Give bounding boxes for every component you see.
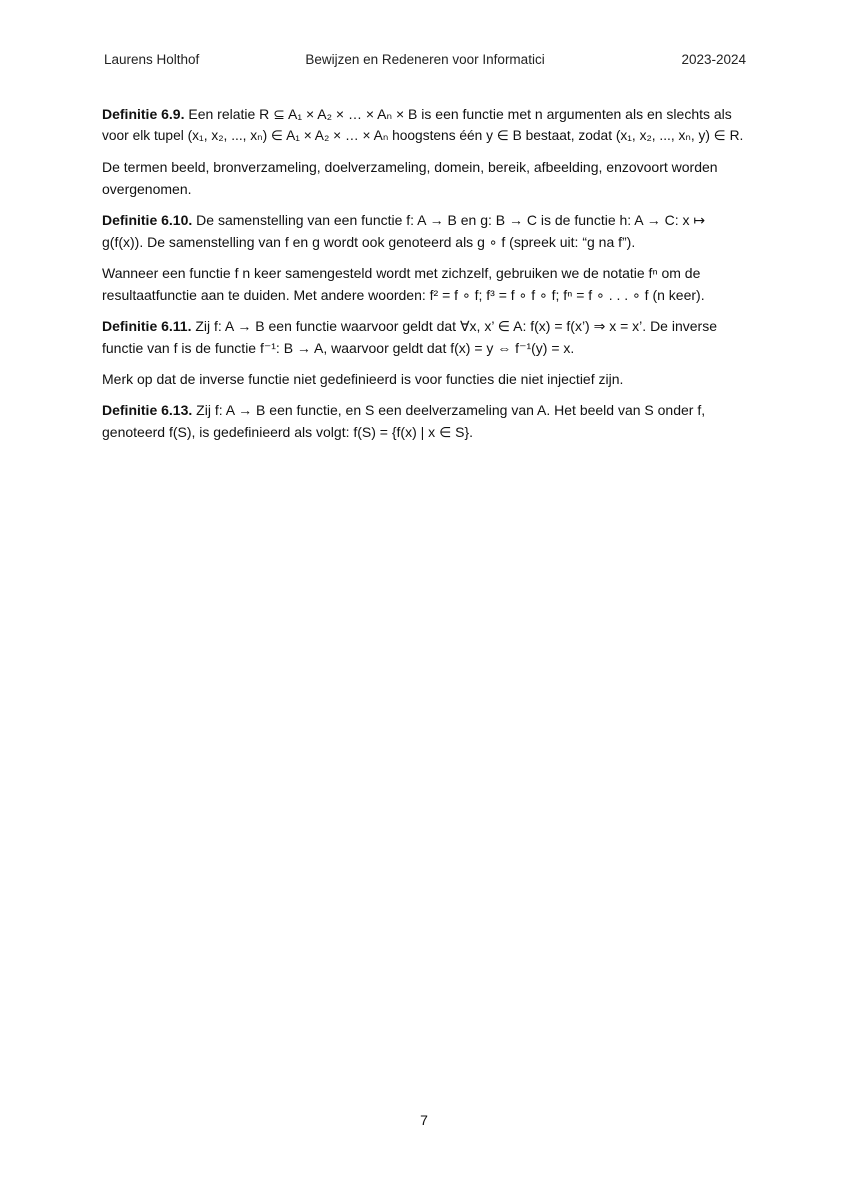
paragraph-line: De termen beeld, bronverzameling, doelverzameling, domein, bereik, afbeelding, enzovoort worden: [102, 159, 718, 175]
paragraph-line: Zij f: A → B een functie waarvoor geldt dat ∀x, x’ ∈ A: f(x) = f(x’) ⇒ x = x’. De inverse: [191, 318, 717, 334]
page-header: [104, 52, 746, 72]
paragraph-line: De samenstelling van een functie f: A → B en g: B → C is de functie h: A → C: x ↦: [192, 212, 706, 228]
definition-label: Definitie 6.9.: [102, 106, 185, 122]
page-number: 7: [420, 1112, 428, 1128]
paragraph-line: genoteerd f(S), is gedefinieerd als volgt: f(S) = {f(x) | x ∈ S}.: [102, 424, 474, 440]
paragraph-line: Een relatie R ⊆ A₁ × A₂ × … × Aₙ × B is een functie met n argumenten als en slechts als: [184, 106, 732, 122]
page-body: [102, 103, 750, 452]
definition-6-9: [102, 103, 750, 147]
paragraph-line: resultaatfunctie aan te duiden. Met andere woorden: f² = f ∘ f; f³ = f ∘ f ∘ f; fⁿ = f ∘ . . . ∘ f (n keer).: [102, 287, 705, 303]
paragraph-line: overgenomen.: [102, 181, 192, 197]
paragraph-terms: [102, 156, 750, 200]
paragraph-line: functie van f is de functie f⁻¹: B → A, waarvoor geldt dat f(x) = y ⇔ f⁻¹(y) = x.: [102, 340, 575, 356]
definition-6-10: [102, 209, 750, 253]
paragraph-line: Merk op dat de inverse functie niet gedefinieerd is voor functies die niet injectief zijn.: [102, 371, 624, 387]
header-author: Laurens Holthof: [104, 52, 200, 67]
definition-6-11: [102, 315, 750, 359]
definition-6-13: [102, 399, 750, 443]
paragraph-line: Wanneer een functie f n keer samengesteld wordt met zichzelf, gebruiken we de notatie fⁿ om de: [102, 265, 701, 281]
definition-label: Definitie 6.11.: [102, 318, 192, 334]
paragraph-composition-power: [102, 262, 750, 306]
header-year: 2023-2024: [681, 52, 746, 67]
paragraph-line: g(f(x)). De samenstelling van f en g wordt ook genoteerd als g ∘ f (spreek uit: “g na f”).: [102, 234, 636, 250]
paragraph-line: voor elk tupel (x₁, x₂, ..., xₙ) ∈ A₁ × A₂ × … × Aₙ hoogstens één y ∈ B bestaat, zodat (x₁, x₂, ..., xₙ, y) ∈ R.: [102, 128, 744, 143]
paragraph-line: Zij f: A → B een functie, en S een deelverzameling van A. Het beeld van S onder f,: [192, 402, 706, 418]
paragraph-inverse-note: [102, 368, 750, 390]
header-title: Bewijzen en Redeneren voor Informatici: [305, 52, 545, 67]
definition-label: Definitie 6.13.: [102, 402, 193, 418]
definition-label: Definitie 6.10.: [102, 212, 193, 228]
